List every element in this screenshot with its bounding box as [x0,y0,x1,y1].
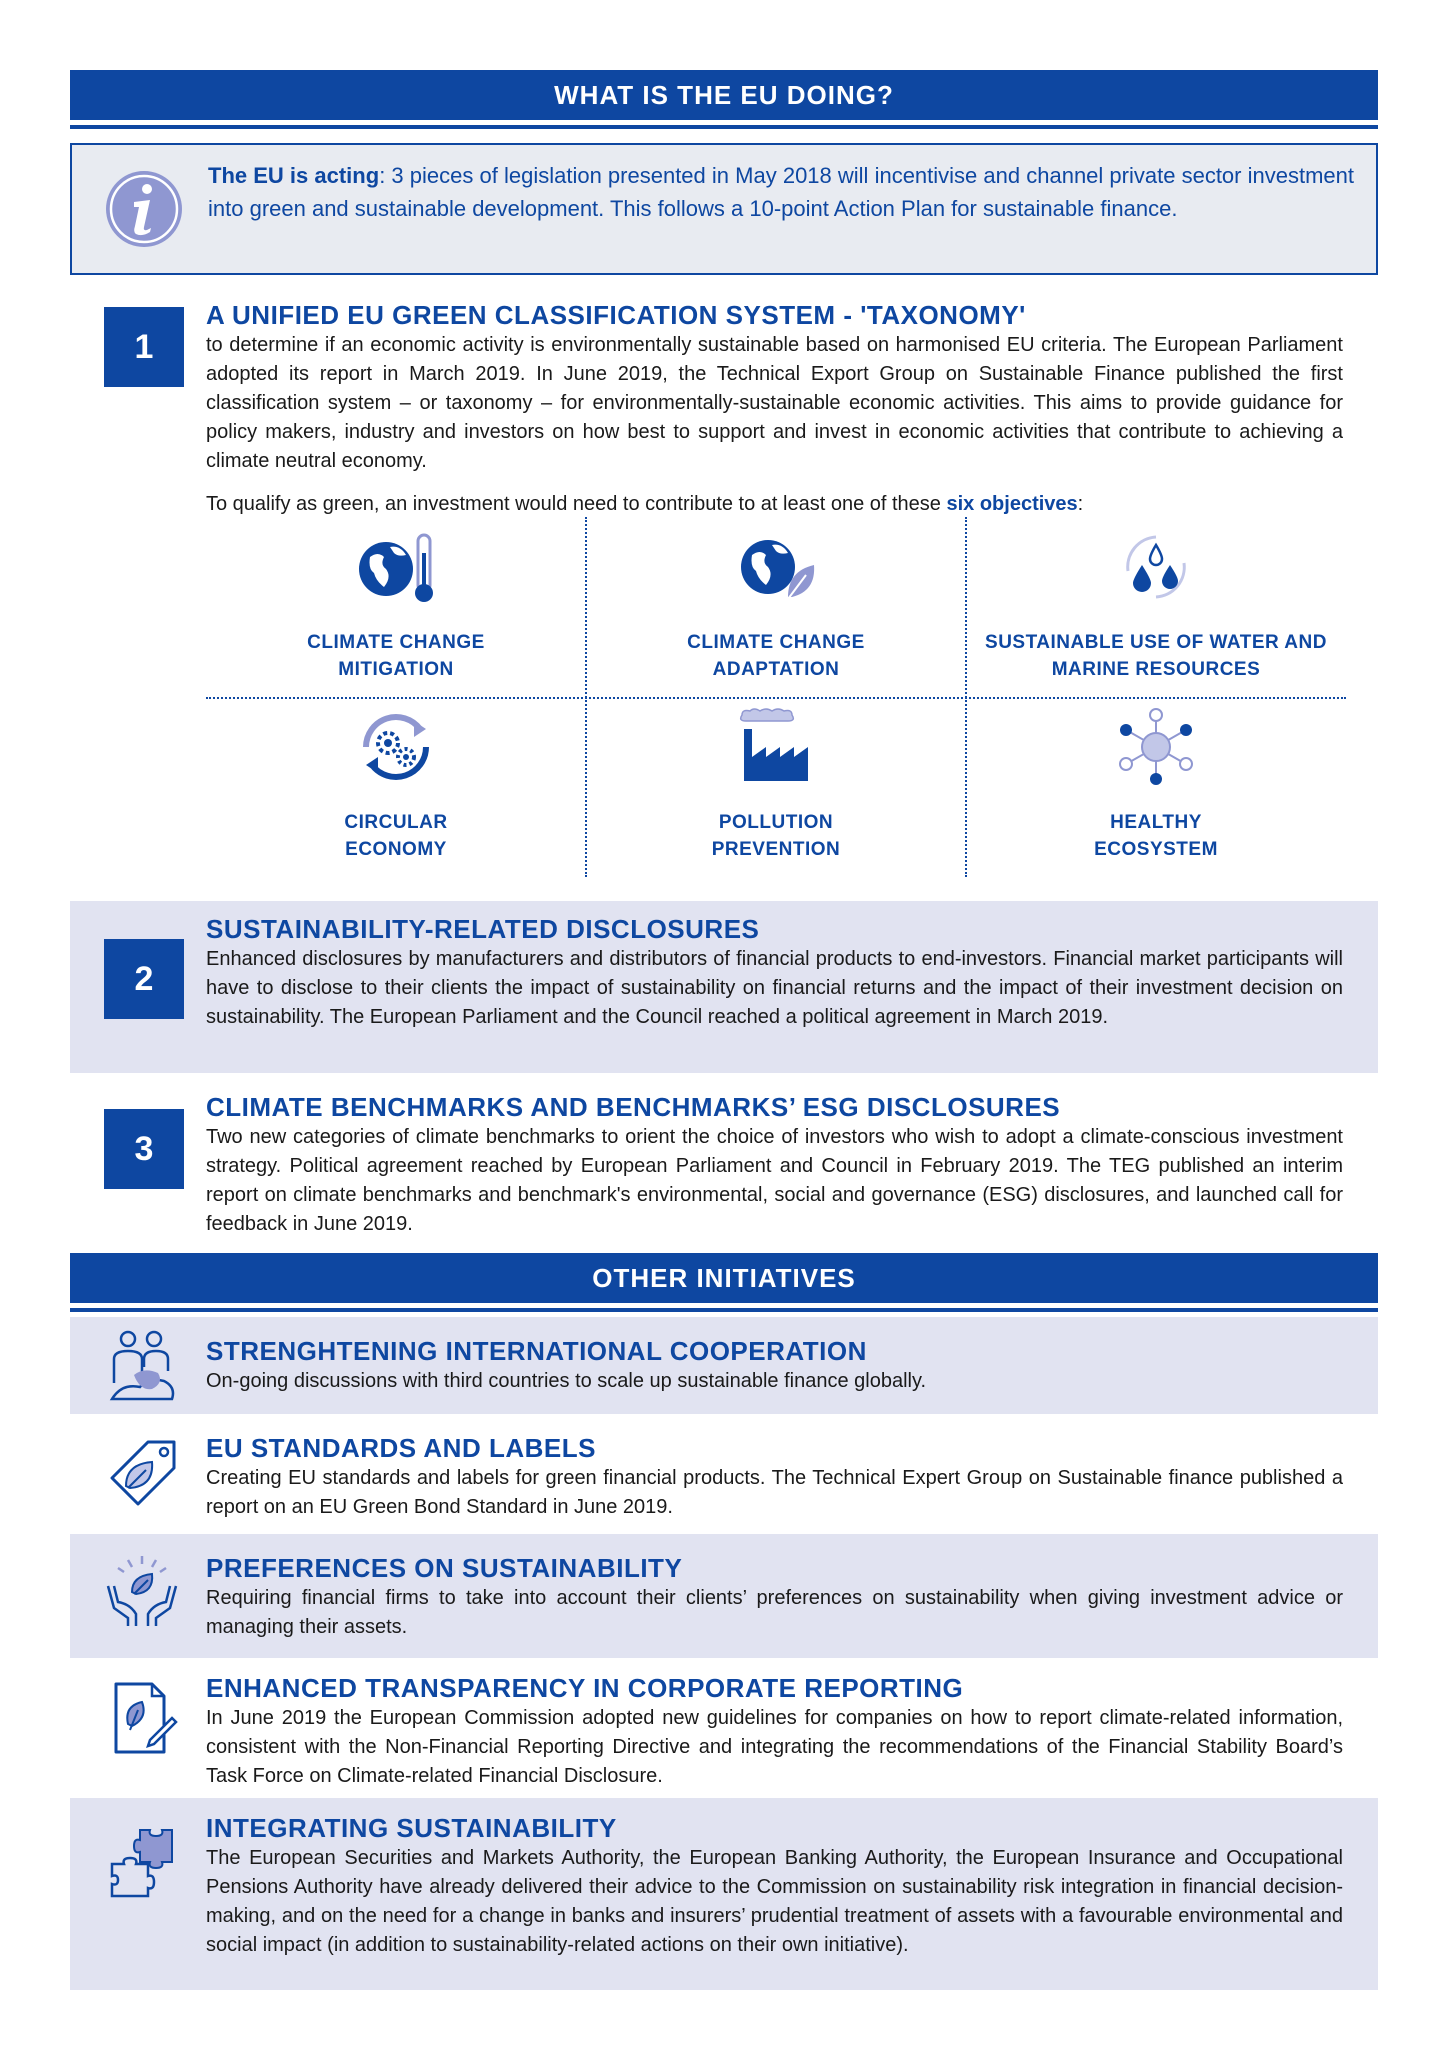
objective-line1: POLLUTION [718,812,834,833]
section-title: A UNIFIED EU GREEN CLASSIFICATION SYSTEM - 'TAXONOMY' [206,300,1026,330]
objective-line2: MITIGATION [338,659,454,680]
initiative-corporate-reporting [70,1658,1378,1798]
other-rule [70,1308,1378,1312]
water-drops-icon [1116,527,1196,607]
leaf-label-icon [104,1436,180,1512]
section-benchmarks [70,1073,1378,1245]
info-icon [104,169,184,249]
qualify-pre: To qualify as green, an investment would need to contribute to at least one of these [206,493,947,515]
header-rule [70,125,1378,129]
globe-leaf-icon [736,527,816,607]
initiative-text: Requiring financial firms to take into account their clients’ preferences on sustainability when giving investment advice or managing their assets. [206,1587,1343,1638]
other-initiatives-list [70,1317,1378,1997]
info-follow: This follows a 10-point Action Plan for sustainable finance. [604,196,1178,221]
header-band [70,70,1378,120]
objective-climate-mitigation [206,517,586,697]
objective-line1: HEALTHY [1110,812,1202,833]
puzzle-icon [104,1824,180,1900]
objective-line1: CIRCULAR [344,812,448,833]
section-taxonomy [70,295,1378,895]
info-lead-rest: : 3 pieces of legislation presented in May 2018 will incentivise and channel private sector investment into green and sustainable development. [208,163,1354,221]
objective-water-marine [966,517,1346,697]
initiative-title: EU STANDARDS AND LABELS [206,1433,596,1463]
objective-line2: MARINE RESOURCES [1051,659,1261,680]
section-text: Two new categories of climate benchmarks to orient the choice of investors who wish to adopt a climate-conscious investment strategy. Political agreement reached by European Parliament and Council in February 2019. The TEG published an interim report on climate benchmarks and benchmark's environmental, social and governance (ESG) disclosures, and launched call for feedback in June 2019. [206,1126,1343,1235]
section-number: 2 [104,939,184,1019]
objective-line1: CLIMATE CHANGE [687,632,865,653]
initiative-title: STRENGHTENING INTERNATIONAL COOPERATION [206,1336,867,1366]
info-box [70,143,1378,275]
initiative-text: On-going discussions with third countries to scale up sustainable finance globally. [206,1370,927,1392]
initiative-preferences [70,1534,1378,1658]
objective-healthy-ecosystem [966,697,1346,877]
section-number: 1 [104,307,184,387]
people-globe-icon [104,1327,180,1403]
initiative-text: Creating EU standards and labels for green financial products. The Technical Expert Group on Sustainable finance published a report on an EU Green Bond Standard in June 2019. [206,1467,1343,1518]
info-text [208,159,1354,225]
qualify-post: : [1077,493,1084,515]
qualify-text [206,490,1343,519]
other-initiatives-title: OTHER INITIATIVES [592,1263,856,1293]
document-leaf-icon [104,1680,180,1756]
section-number: 3 [104,1109,184,1189]
page-title: WHAT IS THE EU DOING? [554,80,894,110]
page [70,70,1378,1997]
globe-thermometer-icon [356,527,436,607]
objective-line2: ADAPTATION [712,659,840,680]
initiative-text: In June 2019 the European Commission adopted new guidelines for companies on how to report climate-related information, consistent with the Non-Financial Reporting Directive and integrating the recommendations of the Financial Stability Board’s Task Force on Climate-related Financial Disclosure. [206,1707,1343,1787]
initiative-title: ENHANCED TRANSPARENCY IN CORPORATE REPORTING [206,1673,964,1703]
objective-line2: ECOSYSTEM [1094,839,1218,860]
qualify-bold: six objectives [946,493,1078,515]
network-icon [1116,707,1196,787]
objective-line1: SUSTAINABLE USE OF WATER AND [985,632,1327,653]
initiative-title: INTEGRATING SUSTAINABILITY [206,1813,617,1843]
objective-climate-adaptation [586,517,966,697]
objective-line1: CLIMATE CHANGE [307,632,485,653]
section-disclosures [70,901,1378,1073]
objective-line2: ECONOMY [345,839,447,860]
factory-icon [736,707,816,787]
info-lead-bold: The EU is acting [208,163,380,188]
objective-line2: PREVENTION [711,839,841,860]
section-text: Enhanced disclosures by manufacturers and distributors of financial products to end-investors. Financial market participants will have to disclose to their clients the impact of sustainability on financial returns and the impact of their investment decision on sustainability. The European Parliament and the Council reached a political agreement in March 2019. [206,948,1343,1028]
other-initiatives-band [70,1253,1378,1303]
section-title: SUSTAINABILITY-RELATED DISCLOSURES [206,914,760,944]
section-text: to determine if an economic activity is environmentally sustainable based on harmonised EU criteria. The European Parliament adopted its report in March 2019. In June 2019, the Technical Export Group on Sustainable Finance published the first classification system – or taxonomy – for environmentally-sustainable economic activities. This aims to provide guidance for policy makers, industry and investors on how best to support and invest in economic activities that contribute to achieving a climate neutral economy. [206,334,1343,472]
initiative-title: PREFERENCES ON SUSTAINABILITY [206,1553,683,1583]
gears-cycle-icon [356,707,436,787]
initiative-text: The European Securities and Markets Authority, the European Banking Authority, the European Insurance and Occupational Pensions Authority have already delivered their advice to the Commission on sustainability risk integration in financial decision-making, and on the need for a change in banks and insurers’ prudential treatment of assets with a favourable environmental and social impact (in addition to sustainability-related actions on their own initiative). [206,1847,1343,1956]
objectives-grid [206,517,1346,877]
section-title: CLIMATE BENCHMARKS AND BENCHMARKS’ ESG DISCLOSURES [206,1092,1061,1122]
initiative-standards-labels [70,1414,1378,1534]
objective-pollution-prevention [586,697,966,877]
initiative-integrating-sustainability [70,1798,1378,1990]
objective-circular-economy [206,697,586,877]
hands-leaf-icon [104,1552,180,1628]
initiative-international-cooperation [70,1317,1378,1414]
